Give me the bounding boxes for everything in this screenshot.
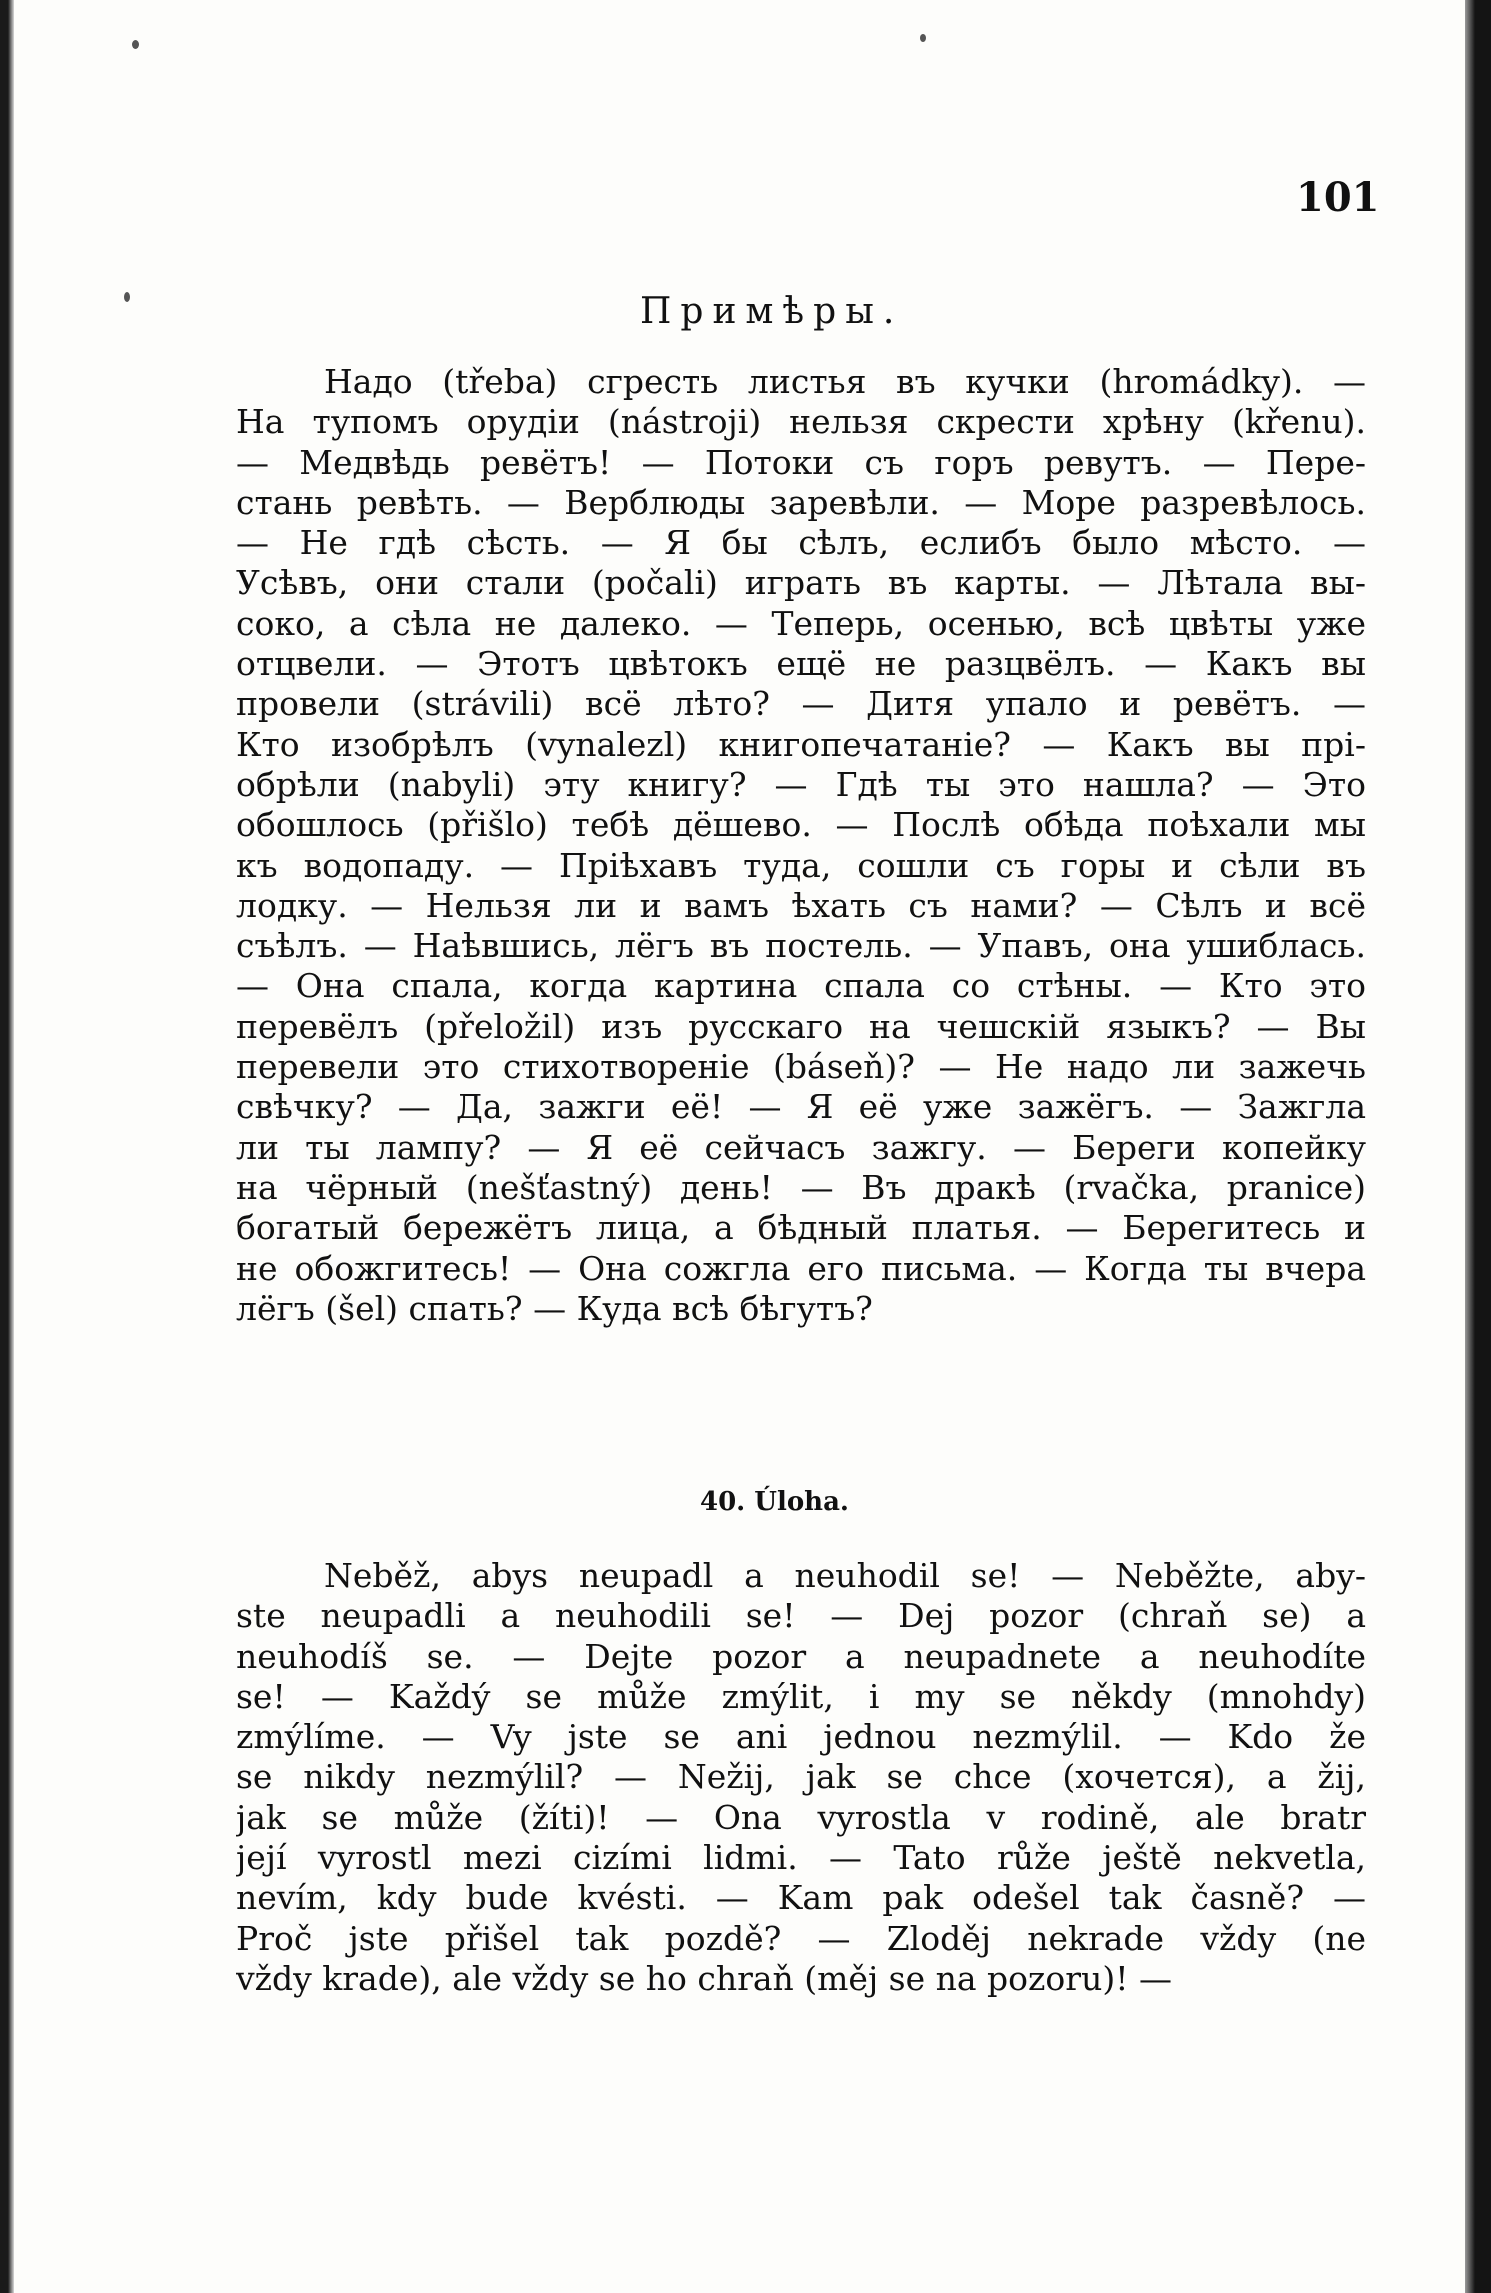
czech-line: nevím, kdy bude kvésti. — Kam pak odešel tak časně? — [236, 1878, 1366, 1918]
russian-line: провели (strávili) всё лѣто? — Дитя упало и ревётъ. — [236, 684, 1366, 724]
russian-line: — Медвѣдь ревётъ! — Потоки съ горъ ревутъ. — Пере- [236, 442, 1366, 482]
russian-examples-text [236, 362, 1366, 1329]
russian-line: перевели это стихотвореніе (báseň)? — Не надо ли зажечь [236, 1047, 1366, 1087]
czech-line: se nikdy nezmýlil? — Nežij, jak se chce (хочется), a žij, [236, 1757, 1366, 1797]
russian-line: лодку. — Нельзя ли и вамъ ѣхать съ нами? — Сѣлъ и всё [236, 885, 1366, 925]
russian-line: свѣчку? — Да, зажги её! — Я её уже зажёгъ. — Зажгла [236, 1087, 1366, 1127]
exercise-title: 40. Úloha. [700, 1487, 849, 1517]
russian-line: богатый бережётъ лица, а бѣдный платья. — Берегитесь и [236, 1208, 1366, 1248]
czech-line: její vyrostl mezi cizími lidmi. — Tato růže ještě nekvetla, [236, 1838, 1366, 1878]
czech-line: Proč jste přišel tak pozdě? — Zloděj nekrade vždy (ne [236, 1918, 1366, 1958]
russian-line: обошлось (přišlo) тебѣ дёшево. — Послѣ обѣда поѣхали мы [236, 805, 1366, 845]
russian-line: — Она спала, когда картина спала со стѣны. — Кто это [236, 966, 1366, 1006]
russian-line: отцвели. — Этотъ цвѣтокъ ещё не разцвёлъ. — Какъ вы [236, 644, 1366, 684]
czech-line: se! — Každý se může zmýlit, i my se někdy (mnohdy) [236, 1676, 1366, 1716]
russian-line: — Не гдѣ сѣсть. — Я бы сѣлъ, еслибъ было мѣсто. — [236, 523, 1366, 563]
russian-line: къ водопаду. — Пріѣхавъ туда, сошли съ горы и сѣли въ [236, 845, 1366, 885]
russian-line: не обожгитесь! — Она сожгла его письма. — Когда ты вчера [236, 1248, 1366, 1288]
russian-line: соко, а сѣла не далеко. — Теперь, осенью, всѣ цвѣты уже [236, 603, 1366, 643]
russian-line: Надо (třeba) сгресть листья въ кучки (hromádky). — [324, 362, 1366, 401]
czech-line: neuhodíš se. — Dejte pozor a neupadnete a neuhodíte [236, 1636, 1366, 1676]
czech-line: jak se může (žíti)! — Ona vyrostla v rodině, ale bratr [236, 1797, 1366, 1837]
russian-line: съѣлъ. — Наѣвшись, лёгъ въ постель. — Упавъ, она ушиблась. [236, 926, 1366, 966]
russian-line: Кто изобрѣлъ (vynalezl) книгопечатаніе? — Какъ вы прі- [236, 724, 1366, 764]
czech-exercise-text [236, 1556, 1366, 1999]
russian-line: ли ты лампу? — Я её сейчасъ зажгу. — Береги копейку [236, 1127, 1366, 1167]
print-speck [132, 40, 139, 49]
russian-line: стань ревѣть. — Верблюды заревѣли. — Море разревѣлось. [236, 482, 1366, 522]
section-heading: Примѣры. [640, 291, 904, 332]
page-number: 101 [1296, 174, 1380, 221]
czech-line: vždy krade), ale vždy se ho chraň (měj se na pozoru)! — [236, 1958, 1172, 1998]
print-speck [920, 34, 926, 42]
russian-line: Усѣвъ, они стали (počali) играть въ карты. — Лѣтала вы- [236, 563, 1366, 603]
russian-line: На тупомъ орудіи (nástroji) нельзя скрести хрѣну (křenu). [236, 402, 1366, 442]
print-speck [124, 292, 130, 302]
russian-line: перевёлъ (přeložil) изъ русскаго на чешскій языкъ? — Вы [236, 1006, 1366, 1046]
russian-line: на чёрный (nešťastný) день! — Въ дракѣ (rvačka, pranice) [236, 1167, 1366, 1207]
russian-line: лёгъ (šel) спать? — Куда всѣ бѣгутъ? [236, 1288, 873, 1328]
czech-line: ste neupadli a neuhodili se! — Dej pozor (chraň se) a [236, 1596, 1366, 1636]
page-right-edge-shadow [1465, 0, 1491, 2293]
russian-line: обрѣли (nabyli) эту книгу? — Гдѣ ты это нашла? — Это [236, 764, 1366, 804]
czech-line: Neběž, abys neupadl a neuhodil se! — Neběžte, aby- [324, 1556, 1366, 1595]
page-left-binding-shadow [0, 0, 14, 2293]
czech-line: zmýlíme. — Vy jste se ani jednou nezmýlil. — Kdo že [236, 1717, 1366, 1757]
